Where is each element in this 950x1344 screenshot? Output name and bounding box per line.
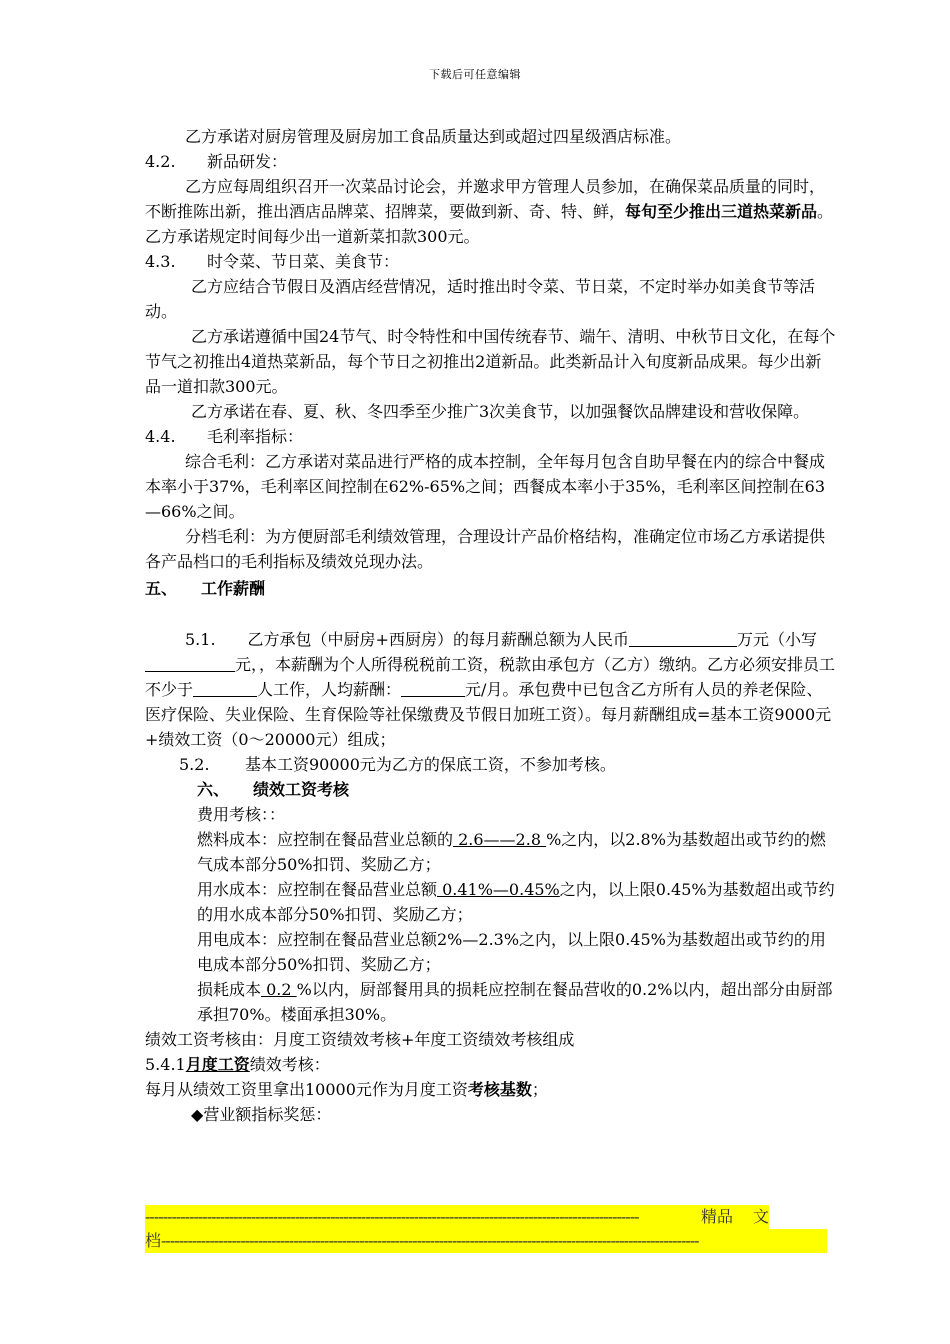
text-run: 绩效考核：: [249, 1055, 330, 1074]
footer-watermark: [145, 1205, 827, 1253]
section-5-1-paragraph: [145, 627, 837, 752]
text-run: 元/月。承包费中已包含乙方所有人员的养老保险、医疗保险、失业保险、生育保险等社保缴费及节假日加班工资）。每月薪酬组成=基本工资9000元+绩效工资（0～20000元）组成；: [145, 680, 832, 749]
section-number: 5.4.1: [145, 1055, 186, 1074]
text-run: 燃料成本：应控制在餐品营业总额的: [197, 830, 454, 849]
section-title: 新品研发：: [207, 152, 288, 171]
chapter-title: 绩效工资考核: [253, 780, 350, 799]
bullet-item: [145, 1102, 837, 1127]
salary-amount-blank[interactable]: [145, 655, 235, 672]
section-number: 4.2.: [145, 152, 176, 171]
paragraph-seasonal: 乙方应结合节假日及酒店经营情况，适时推出时令菜、节日菜，不定时举办如美食节等活动。: [145, 277, 816, 321]
text-run: 万元（小写: [736, 630, 817, 649]
underlined-text: 月度工资: [185, 1055, 250, 1074]
footer-word: 档: [145, 1231, 162, 1250]
section-4-4-heading: [145, 424, 837, 449]
spacer: [145, 601, 837, 627]
section-number: 5.1.: [185, 630, 216, 649]
paragraph-solar-terms: 乙方承诺遵循中国24节气、时令特性和中国传统春节、端午、清明、中秋节日文化，在每个节气之初推出4道热菜新品，每个节日之初推出2道新品。此类新品计入旬度新品成果。每少出新品一道扣款300元。: [145, 327, 836, 396]
water-range: 0.41%—0.45%: [437, 880, 560, 899]
fee-assessment-title: 费用考核：：: [197, 805, 286, 824]
paragraph-quality: 乙方承诺对厨房管理及厨房加工食品质量达到或超过四星级酒店标准。: [185, 127, 682, 146]
performance-block: [145, 777, 837, 1027]
diamond-bullet-icon: ◆: [191, 1105, 204, 1124]
text-run: 每月从绩效工资里拿出10000元作为月度工资: [145, 1080, 468, 1099]
text-run: 。乙方承诺规定时间每少出一道新菜扣款300元。: [145, 202, 834, 246]
loss-cost-item: [197, 977, 837, 1027]
dash-run: --------------------------------------------------------------------------------------------------------------------------: [161, 1231, 699, 1250]
paragraph-new-dishes: [145, 174, 837, 249]
section-4-2-heading: [145, 149, 837, 174]
spacer: [733, 1205, 753, 1229]
avg-salary-blank[interactable]: [401, 680, 465, 697]
section-number: 5.2.: [179, 755, 210, 774]
dash-run: ----------------------------------------------------------------------------------------------------------------: [145, 1207, 639, 1226]
chapter-6-heading: [197, 777, 837, 802]
section-number: 4.4.: [145, 427, 176, 446]
chapter-number: 五、: [145, 579, 178, 598]
section-number: 4.3.: [145, 252, 176, 271]
footer-line-2: [145, 1229, 827, 1253]
section-title: 时令菜、节日菜、美食节：: [207, 252, 400, 271]
chapter-title: 工作薪酬: [201, 579, 266, 598]
bold-text-run: 考核基数: [467, 1080, 532, 1099]
bold-text-run: 每旬至少推出三道热菜新品: [625, 202, 818, 221]
text-run: %之内，以2.8%为基数超出或节约的燃气成本部分50%扣罚、奖励乙方；: [197, 830, 826, 874]
paragraph-tier-margin: 分档毛利：为方便厨部毛利绩效管理，合理设计产品价格结构，准确定位市场乙方承诺提供各产品档口的毛利指标及绩效兑现办法。: [145, 527, 826, 571]
section-5-4-1-heading: [145, 1052, 837, 1077]
text-run: 基本工资90000元为乙方的保底工资，不参加考核。: [245, 755, 616, 774]
text-run: 用水成本：应控制在餐品营业总额: [197, 880, 438, 899]
chapter-5-heading: [145, 576, 837, 601]
salary-total-blank[interactable]: [629, 630, 737, 647]
section-5-2-paragraph: [145, 752, 837, 777]
paragraph-food-festival: 乙方承诺在春、夏、秋、冬四季至少推广3次美食节，以加强餐饮品牌建设和营收保障。: [191, 402, 810, 421]
section-4-3-heading: [145, 249, 837, 274]
text-run: 损耗成本: [197, 980, 262, 999]
monthly-base-paragraph: [145, 1077, 837, 1102]
footer-word: 文: [752, 1207, 769, 1226]
water-cost-item: [197, 877, 837, 927]
text-run: 之内，以上限0.45%为基数超出或节约的用水成本部分50%扣罚、奖励乙方；: [197, 880, 835, 924]
section-title: 毛利率指标：: [207, 427, 304, 446]
page-header-note: 下载后可任意编辑: [429, 68, 521, 81]
fuel-cost-item: [197, 827, 837, 877]
text-run: 人工作，人均薪酬：: [257, 680, 402, 699]
footer-line-1: [145, 1205, 769, 1229]
document-body: [145, 124, 837, 1127]
bullet-text: 营业额指标奖惩：: [203, 1105, 332, 1124]
text-run: 元，，本薪酬为个人所得税税前工资，税款由承包方（乙方）缴纳。乙方必须安排员工不少于: [145, 655, 836, 699]
fuel-range: 2.6——2.8: [453, 830, 547, 849]
text-run: ；: [531, 1080, 548, 1099]
text-run: 乙方应每周组织召开一次菜品讨论会，并邀求甲方管理人员参加，在确保菜品质量的同时，不断推陈出新，推出酒店品牌菜、招牌菜，要做到新、奇、特、鲜，: [145, 177, 826, 221]
staff-count-blank[interactable]: [193, 680, 257, 697]
text-run: %以内，厨部餐用具的损耗应控制在餐品营收的0.2%以内，超出部分由厨部承担70%。楼面承担30%。: [197, 980, 833, 1024]
paragraph-overall-margin: 综合毛利：乙方承诺对菜品进行严格的成本控制，全年每月包含自助早餐在内的综合中餐成本率小于37%，毛利率区间控制在62%-65%之间；西餐成本率小于35%，毛利率区间控制在63—66%之间。: [145, 452, 826, 521]
chapter-number: 六、: [197, 780, 230, 799]
performance-composition: 绩效工资考核由：月度工资绩效考核+年度工资绩效考核组成: [145, 1030, 575, 1049]
footer-word: 精品: [700, 1207, 733, 1226]
text-run: 乙方承包（中厨房+西厨房）的每月薪酬总额为人民币: [247, 630, 629, 649]
loss-range: 0.2: [261, 980, 297, 999]
electricity-cost-item: 用电成本：应控制在餐品营业总额2%—2.3%之内，以上限0.45%为基数超出或节约的用电成本部分50%扣罚、奖励乙方；: [197, 930, 826, 974]
